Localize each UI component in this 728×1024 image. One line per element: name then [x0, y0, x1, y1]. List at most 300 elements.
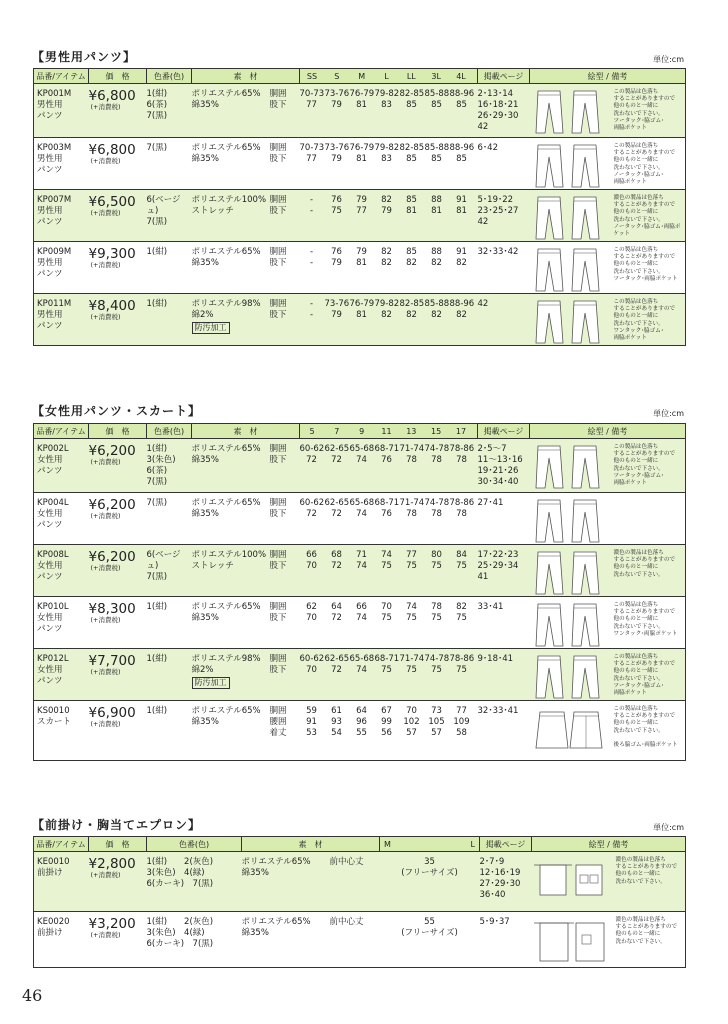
- size-value: 71-74: [399, 444, 425, 454]
- size-value: 82: [406, 310, 417, 320]
- measure-labels: 胴囲 腰囲 着丈: [269, 706, 287, 738]
- size-value: 109: [453, 717, 470, 727]
- size-value: 75: [381, 561, 392, 571]
- size-value: 60-62: [299, 498, 325, 508]
- color-options: 6(ベージュ) 7(黒): [147, 545, 192, 597]
- tax-note: (+消費税): [90, 871, 121, 879]
- size-value: 79: [356, 247, 367, 257]
- size-value: 79-82: [374, 299, 400, 309]
- size-value: 82: [456, 310, 467, 320]
- size-values: [300, 294, 478, 346]
- catalog-pages: 17･22･23 25･29･34 41: [478, 545, 530, 597]
- size-value: 76: [381, 455, 392, 465]
- material: ポリエステル65% 綿35%: [191, 247, 261, 268]
- material-cell: [192, 84, 270, 138]
- color-options: 1(紺): [146, 247, 168, 257]
- size-header: LL: [406, 71, 416, 81]
- material-cell: [192, 701, 270, 761]
- size-value: 78: [456, 455, 467, 465]
- remark-cell: [530, 84, 686, 138]
- size-header: 5: [309, 426, 315, 436]
- price-cell: [89, 545, 147, 597]
- size-value: 83: [381, 154, 392, 164]
- remark-cell: [530, 597, 686, 649]
- size-header-l: L: [470, 839, 475, 849]
- header-color: 色番(色): [147, 424, 192, 439]
- size-value: 76-79: [349, 89, 375, 99]
- catalog-pages: 33･41: [477, 602, 504, 612]
- tax-note: (+消費税): [90, 157, 121, 165]
- size-value: 71-74: [399, 498, 425, 508]
- material-cell: [192, 439, 270, 493]
- size-value: 88: [431, 247, 442, 257]
- table-header-row: [34, 837, 686, 852]
- product-code: KS0010 スカート: [37, 706, 72, 727]
- size-value: 73-76: [324, 143, 350, 153]
- care-note: この製品は色落ち することがありますので 他のものと一緒に 洗わないで下さい。 後ろ脇ゴム･両脇ポケット: [613, 706, 678, 749]
- size-value: 74-78: [424, 654, 450, 664]
- size-value: 81: [356, 258, 367, 268]
- size-value: 82-85: [399, 299, 425, 309]
- header-pages: 掲載ページ: [478, 424, 530, 439]
- size-value: 78: [456, 509, 467, 519]
- care-note: 濃色の製品は色落ち することがありますので 他のものと一緒に 洗わないで下さい。 ノータック･脇ゴム･両脇ポケット: [613, 195, 681, 238]
- catalog-pages: 2･13･14 16･18･21 26･29･30 42: [478, 84, 530, 138]
- size-value: 78: [431, 455, 442, 465]
- size-value: 78-86: [449, 654, 475, 664]
- color-options: 7(黒): [146, 498, 168, 508]
- material: ポリエステル100% ストレッチ: [191, 195, 267, 216]
- size-value: 85: [456, 100, 467, 110]
- care-note: この製品は色落ち することがありますので 他のものと一緒に 洗わないで下さい。 ワンタック･両脇ポケット: [613, 602, 678, 637]
- size-value: 105: [428, 717, 445, 727]
- size-value: 76: [331, 195, 342, 205]
- table-row: [34, 852, 686, 912]
- size-header-m: M: [384, 839, 391, 849]
- size-values: [300, 649, 478, 701]
- material-cell: [192, 597, 270, 649]
- price: ¥3,200: [88, 916, 136, 932]
- price-cell: [89, 597, 147, 649]
- size-value: 75: [381, 613, 392, 623]
- catalog-pages: 32･33･42: [477, 247, 519, 257]
- size-values: [300, 493, 478, 545]
- catalog-pages: 9･18･41: [478, 649, 530, 701]
- price-cell: [89, 701, 147, 761]
- size-value: 74-78: [424, 444, 450, 454]
- size-value: 75: [431, 561, 442, 571]
- size-value: 72: [306, 509, 317, 519]
- size-value: 82: [431, 310, 442, 320]
- pants-illustration: [530, 444, 610, 490]
- catalog-pages: 32･33･41: [477, 706, 519, 716]
- size-value: 71: [356, 550, 367, 560]
- header-price: 価 格: [89, 69, 147, 84]
- tax-note: (+消費税): [90, 616, 121, 624]
- pants-illustration: [530, 89, 610, 135]
- size-value: 85-88: [424, 89, 450, 99]
- price-cell: [89, 912, 147, 968]
- header-code: 品番/アイテム: [34, 424, 89, 439]
- size-values: [300, 84, 478, 138]
- catalog-pages: 5･19･22 23･25･27 42: [478, 190, 530, 242]
- material-cell: [192, 493, 270, 545]
- size-value: 73-76: [324, 89, 350, 99]
- size-value: 62: [306, 602, 317, 612]
- color-options: 1(紺): [146, 602, 168, 612]
- size-value: 85-88: [424, 299, 450, 309]
- section-title-apron: 【前掛け・胸当てエプロン】: [32, 818, 202, 832]
- size-value: 75: [431, 613, 442, 623]
- size-value: 91: [306, 717, 317, 727]
- color-options: 6(ベージュ) 7(黒): [147, 190, 192, 242]
- tax-note: (+消費税): [90, 209, 121, 217]
- tax-note: (+消費税): [90, 931, 121, 939]
- size-value: -: [309, 247, 314, 257]
- color-options: 1(紺) 6(茶) 7(黒): [147, 84, 192, 138]
- remark-cell: [530, 545, 686, 597]
- size-values: [300, 242, 478, 294]
- size-values: [300, 597, 478, 649]
- size-value: 78-86: [449, 444, 475, 454]
- size-value: 85: [406, 100, 417, 110]
- size-value: -: [309, 310, 314, 320]
- size-value: 65-68: [349, 498, 375, 508]
- size-value: 85-88: [424, 143, 450, 153]
- size-value: 70: [306, 613, 317, 623]
- header-remark: 絵型 / 備考: [530, 424, 686, 439]
- material: ポリエステル65% 綿35%: [191, 89, 261, 110]
- size-value: 72: [331, 665, 342, 675]
- size-value: 79-82: [374, 143, 400, 153]
- size-value: 60-62: [299, 444, 325, 454]
- size-header: 7: [334, 426, 340, 436]
- header-remark: 絵型 / 備考: [530, 69, 686, 84]
- size-value: 78: [406, 455, 417, 465]
- size-value: 72: [331, 455, 342, 465]
- header-material: 素 材: [192, 69, 300, 84]
- price-cell: [89, 649, 147, 701]
- size-value: 78-86: [449, 498, 475, 508]
- size-value: 70: [306, 561, 317, 571]
- pants-illustration: [530, 195, 610, 241]
- color-options: 1(紺) 3(朱色) 6(茶) 7(黒): [147, 439, 192, 493]
- measure-labels: 胴囲 股下: [269, 143, 287, 164]
- size-value: 65-68: [349, 444, 375, 454]
- size-value: 66: [306, 550, 317, 560]
- size-values: [300, 190, 478, 242]
- pants-illustration: [530, 550, 610, 596]
- measure-labels: 胴囲 股下: [270, 84, 300, 138]
- remark-cell: [530, 138, 686, 190]
- size-values: [300, 439, 478, 493]
- size-value: 79-82: [374, 89, 400, 99]
- size-header: 11: [381, 426, 392, 436]
- pants-illustration: [530, 654, 610, 700]
- price-cell: [89, 852, 147, 912]
- size-value: 72: [331, 613, 342, 623]
- product-code: KP008L 女性用 パンツ: [34, 545, 89, 597]
- size-value: 82-85: [399, 143, 425, 153]
- size-value: 81: [431, 206, 442, 216]
- catalog-pages: 42: [478, 294, 530, 346]
- care-note: この製品は色落ち することがありますので 他のものと一緒に 洗わないで下さい。 ワンタック･脇ゴム･ 両脇ポケット: [613, 299, 676, 342]
- size-value: 82: [381, 258, 392, 268]
- header-remark: 絵型 / 備考: [532, 837, 686, 852]
- catalog-pages: 5･9･37: [479, 917, 510, 927]
- stain-resistant-badge: 防汚加工: [192, 677, 230, 689]
- product-code: KP011M 男性用 パンツ: [34, 294, 89, 346]
- care-note: この製品は色落ち することがありますので 他のものと一緒に 洗わないで下さい。 ツータック･両脇ポケット: [613, 247, 678, 282]
- stain-resistant-badge: 防汚加工: [192, 322, 230, 334]
- header-material: 素 材: [192, 424, 300, 439]
- price-cell: [89, 493, 147, 545]
- unit-label: 単位:cm: [653, 55, 684, 64]
- size-value: 77: [306, 100, 317, 110]
- size-value: 82: [456, 258, 467, 268]
- price: ¥9,300: [88, 246, 136, 262]
- tax-note: (+消費税): [90, 458, 121, 466]
- header-sizes: [380, 837, 480, 852]
- size-value: 64: [331, 602, 342, 612]
- apron-table: [33, 836, 686, 968]
- size-header: 9: [359, 426, 365, 436]
- size-value: -: [309, 299, 314, 309]
- size-value: 82: [381, 310, 392, 320]
- measure-labels: 胴囲 股下: [269, 602, 287, 623]
- remark-cell: [530, 439, 686, 493]
- size-value: 70: [306, 665, 317, 675]
- table-row: [34, 493, 686, 545]
- size-value: 76: [381, 509, 392, 519]
- size-value: 78: [431, 509, 442, 519]
- tax-note: (+消費税): [90, 103, 121, 111]
- size-value: 85: [406, 154, 417, 164]
- color-options: 7(黒): [146, 143, 168, 153]
- size-value: 75: [331, 206, 342, 216]
- size-value: 75: [406, 613, 417, 623]
- material: ポリエステル65% 綿35%: [191, 444, 261, 465]
- size-value: 88-96: [449, 299, 475, 309]
- size-value: 74: [356, 455, 367, 465]
- size-value: 66: [356, 602, 367, 612]
- size-value: 70: [406, 706, 417, 716]
- material: ポリエステル65% 綿35%: [191, 143, 261, 164]
- size-header: 15: [431, 426, 442, 436]
- size-value: -: [309, 206, 314, 216]
- care-note: 濃色の製品は色落ち することがありますので 他のものと一緒に 洗わないで下さい。: [615, 917, 678, 945]
- measure-labels: 胴囲 股下: [270, 294, 300, 346]
- size-value: 93: [331, 717, 342, 727]
- header-color: 色番(色): [147, 69, 192, 84]
- size-value: 85: [431, 154, 442, 164]
- care-note: 濃色の製品は色落ち することがありますので 他のものと一緒に 洗わないで下さい。: [615, 857, 678, 885]
- product-code: KE0010 前掛け: [34, 852, 89, 912]
- size-value: 79: [331, 100, 342, 110]
- size-value: 82: [406, 258, 417, 268]
- remark-cell: [532, 912, 686, 968]
- pants-illustration: [530, 247, 610, 293]
- header-sizes: [300, 424, 478, 439]
- size-values: [300, 701, 478, 761]
- size-value: 57: [406, 728, 417, 738]
- header-sizes: [300, 69, 478, 84]
- size-value: 59: [306, 706, 317, 716]
- tax-note: (+消費税): [90, 564, 121, 572]
- size-value: 75: [456, 613, 467, 623]
- size-value: 74: [356, 613, 367, 623]
- remark-cell: [530, 701, 686, 761]
- product-code: KP009M 男性用 パンツ: [37, 247, 72, 279]
- color-options: 1(紺) 2(灰色) 3(朱色) 4(緑) 6(カーキ) 7(黒): [147, 852, 242, 912]
- size-value: 77: [356, 206, 367, 216]
- size-value: 53: [306, 728, 317, 738]
- material: ポリエステル98% 綿2%: [191, 654, 261, 675]
- measure-labels: 胴囲 股下: [270, 545, 300, 597]
- size-header: 4L: [456, 71, 466, 81]
- section-title-mens: 【男性用パンツ】: [32, 50, 137, 64]
- size-value: 78: [406, 509, 417, 519]
- free-size-value: 35 (フリーサイズ): [380, 852, 480, 912]
- product-code: KP001M 男性用 パンツ: [34, 84, 89, 138]
- tax-note: (+消費税): [90, 313, 121, 321]
- header-code: 品番/アイテム: [34, 837, 89, 852]
- size-value: 85: [456, 154, 467, 164]
- color-options: 1(紺): [147, 294, 192, 346]
- size-value: 79: [331, 154, 342, 164]
- size-value: 78: [431, 602, 442, 612]
- size-value: 77: [306, 154, 317, 164]
- size-header: 3L: [431, 71, 441, 81]
- material-cell: [192, 545, 270, 597]
- price-cell: [89, 294, 147, 346]
- section-title-womens: 【女性用パンツ・スカート】: [32, 404, 202, 418]
- material-cell: [192, 242, 270, 294]
- care-note: この製品は色落ち することがありますので 他のものと一緒に 洗わないで下さい。 ノータック･脇ゴム･ 両脇ポケット: [613, 143, 676, 186]
- product-code: KE0020 前掛け: [37, 917, 70, 938]
- size-value: 74-78: [424, 498, 450, 508]
- price-cell: [89, 439, 147, 493]
- header-color: 色番(色): [147, 837, 242, 852]
- size-value: 91: [456, 247, 467, 257]
- measure-label: 前中心丈: [329, 917, 364, 927]
- table-row: [34, 84, 686, 138]
- size-value: 70-73: [299, 143, 325, 153]
- remark-cell: [530, 242, 686, 294]
- catalog-pages: 2･5～7 11～13･16 19･21･26 30･34･40: [478, 439, 530, 493]
- table-row: [34, 597, 686, 649]
- apron-illustration: [532, 857, 612, 903]
- size-value: 62-65: [324, 444, 350, 454]
- size-value: 79: [331, 310, 342, 320]
- care-note: 濃色の製品は色落ち することがありますので 他のものと一緒に 洗わないで下さい。: [613, 550, 676, 578]
- size-value: 82: [431, 258, 442, 268]
- size-value: -: [309, 195, 314, 205]
- womens-pants-table: [33, 423, 686, 761]
- remark-cell: [530, 493, 686, 545]
- pants-illustration: [530, 498, 610, 544]
- material: ポリエステル98% 綿2%: [191, 299, 261, 320]
- size-value: 76: [331, 247, 342, 257]
- product-code: KP004L 女性用 パンツ: [37, 498, 69, 530]
- size-value: 88-96: [449, 89, 475, 99]
- size-value: 74: [356, 509, 367, 519]
- size-value: 68-71: [374, 654, 400, 664]
- size-value: 77: [406, 550, 417, 560]
- catalog-pages: 2･7･9 12･16･19 27･29･30 36･40: [480, 852, 532, 912]
- size-value: 77: [456, 706, 467, 716]
- price: ¥6,500: [88, 194, 136, 210]
- size-value: 55: [356, 728, 367, 738]
- unit-label: 単位:cm: [653, 409, 684, 418]
- size-value: 82: [381, 247, 392, 257]
- size-value: 75: [406, 561, 417, 571]
- price: ¥6,900: [88, 705, 136, 721]
- size-value: 80: [431, 550, 442, 560]
- size-value: 62-65: [324, 498, 350, 508]
- pants-illustration: [530, 602, 610, 648]
- product-code: KP003M 男性用 パンツ: [37, 143, 72, 175]
- pants-illustration: [530, 299, 610, 345]
- measure-labels: 胴囲 股下: [270, 649, 300, 701]
- size-header: SS: [306, 71, 318, 81]
- catalog-pages: 6･42: [477, 143, 498, 153]
- size-values: [300, 138, 478, 190]
- price-cell: [89, 242, 147, 294]
- tax-note: (+消費税): [90, 668, 121, 676]
- unit-label: 単位:cm: [653, 823, 684, 832]
- size-header: S: [334, 71, 340, 81]
- material: ポリエステル100% ストレッチ: [191, 550, 267, 571]
- product-code: KP010L 女性用 パンツ: [37, 602, 69, 634]
- price: ¥6,200: [88, 443, 136, 459]
- tax-note: (+消費税): [90, 261, 121, 269]
- apron-illustration: [532, 917, 612, 963]
- size-value: 60-62: [299, 654, 325, 664]
- size-value: 91: [456, 195, 467, 205]
- care-note: [610, 498, 614, 544]
- table-header-row: [34, 424, 686, 439]
- size-header: 13: [406, 426, 417, 436]
- size-value: 74: [356, 665, 367, 675]
- size-value: 81: [356, 310, 367, 320]
- price: ¥6,800: [88, 88, 136, 104]
- size-value: 74: [406, 602, 417, 612]
- remark-cell: [530, 649, 686, 701]
- table-row: [34, 649, 686, 701]
- tax-note: (+消費税): [90, 512, 121, 520]
- size-value: 70: [381, 602, 392, 612]
- measure-labels: 胴囲 股下: [269, 498, 287, 519]
- tax-note: (+消費税): [90, 720, 121, 728]
- size-value: 99: [381, 717, 392, 727]
- size-value: 61: [331, 706, 342, 716]
- material: ポリエステル65% 綿35%: [191, 706, 261, 727]
- size-value: 72: [331, 509, 342, 519]
- table-row: [34, 439, 686, 493]
- table-row: [34, 701, 686, 761]
- size-value: 74: [381, 550, 392, 560]
- size-value: 75: [406, 665, 417, 675]
- size-value: 67: [381, 706, 392, 716]
- size-value: 79: [381, 206, 392, 216]
- size-value: 81: [406, 206, 417, 216]
- size-value: 76-79: [349, 143, 375, 153]
- measure-labels: 胴囲 股下: [269, 247, 287, 268]
- mens-pants-table: [33, 68, 686, 346]
- size-values: [300, 545, 478, 597]
- material-cell: [192, 294, 270, 346]
